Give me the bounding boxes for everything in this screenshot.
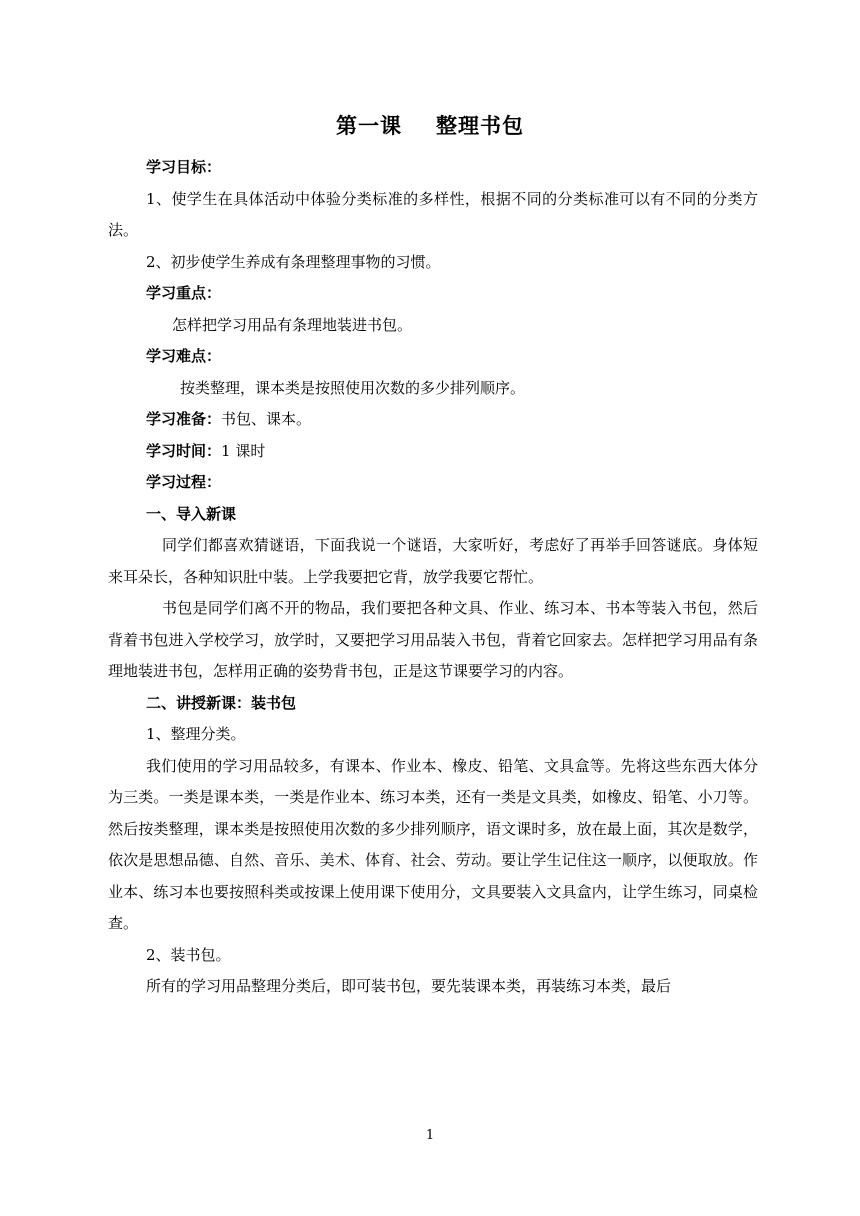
goal-2: 2、初步使学生养成有条理整理事物的习惯。: [146, 252, 441, 271]
prep-text: 书包、课本。: [221, 410, 312, 428]
prep-line: [108, 404, 758, 436]
time-text: 1 课时: [221, 441, 266, 460]
prep-label: 学习准备：: [146, 410, 222, 428]
part1-paragraph-1: 同学们都喜欢猜谜语，下面我说一个谜语，大家听好，考虑好了再举手回答谜底。身体短来耳朵长，各种知识肚中装。上学我要把它背，放学我要它帮忙。: [108, 536, 758, 586]
part2-heading: 二、讲授新课：装书包: [146, 693, 297, 712]
difficulty-label: 学习难点：: [146, 347, 222, 365]
part2-step-1: 1、整理分类。: [146, 725, 246, 743]
page-title: [0, 110, 860, 140]
time-line: [108, 436, 758, 468]
page-number: 1: [425, 1128, 435, 1143]
part2-paragraph-1: 我们使用的学习用品较多，有课本、作业本、橡皮、铅笔、文具盒等。先将这些东西大体分为三类。一类是课本类，一类是作业本、练习本类，还有一类是文具类，如橡皮、铅笔、小刀等。然后按类整理，课本类是按照使用次数的多少排列顺序，语文课时多，放在最上面，其次是数学，依次是思想品德、自然、音乐、美术、体育、社会、劳动。要让学生记住这一顺序，以便取放。作业本、练习本也要按照科类或按课上使用课下使用分，文具要装入文具盒内，让学生练习，同桌检查。: [108, 756, 758, 932]
time-label: 学习时间：: [146, 441, 222, 460]
part1-heading: 一、导入新课: [146, 504, 237, 523]
part2-paragraph-2: 所有的学习用品整理分类后，即可装书包，要先装课本类，再装练习本类，最后: [146, 977, 672, 995]
difficulty-text: 按类整理，课本类是按照使用次数的多少排列顺序。: [180, 378, 526, 397]
part2-step-2: 2、装书包。: [146, 945, 231, 964]
key-label: 学习重点：: [146, 284, 222, 302]
key-text: 怎样把学习用品有条理地装进书包。: [172, 315, 413, 334]
lesson-number: 第一课: [336, 113, 402, 138]
goals-label: 学习目标：: [146, 158, 222, 176]
process-label: 学习过程：: [146, 473, 222, 491]
part1-paragraph-2: 书包是同学们离不开的物品，我们要把各种文具、作业、练习本、书本等装入书包，然后背着书包进入学校学习，放学时，又要把学习用品装入书包，背着它回家去。怎样把学习用品有条理地装进书包，怎样用正确的姿势背书包，正是这节课要学习的内容。: [108, 599, 758, 680]
lesson-name: 整理书包: [436, 113, 524, 138]
document-body: [108, 152, 758, 1003]
goal-1: 1、使学生在具体活动中体验分类标准的多样性，根据不同的分类标准可以有不同的分类方法。: [108, 189, 758, 239]
